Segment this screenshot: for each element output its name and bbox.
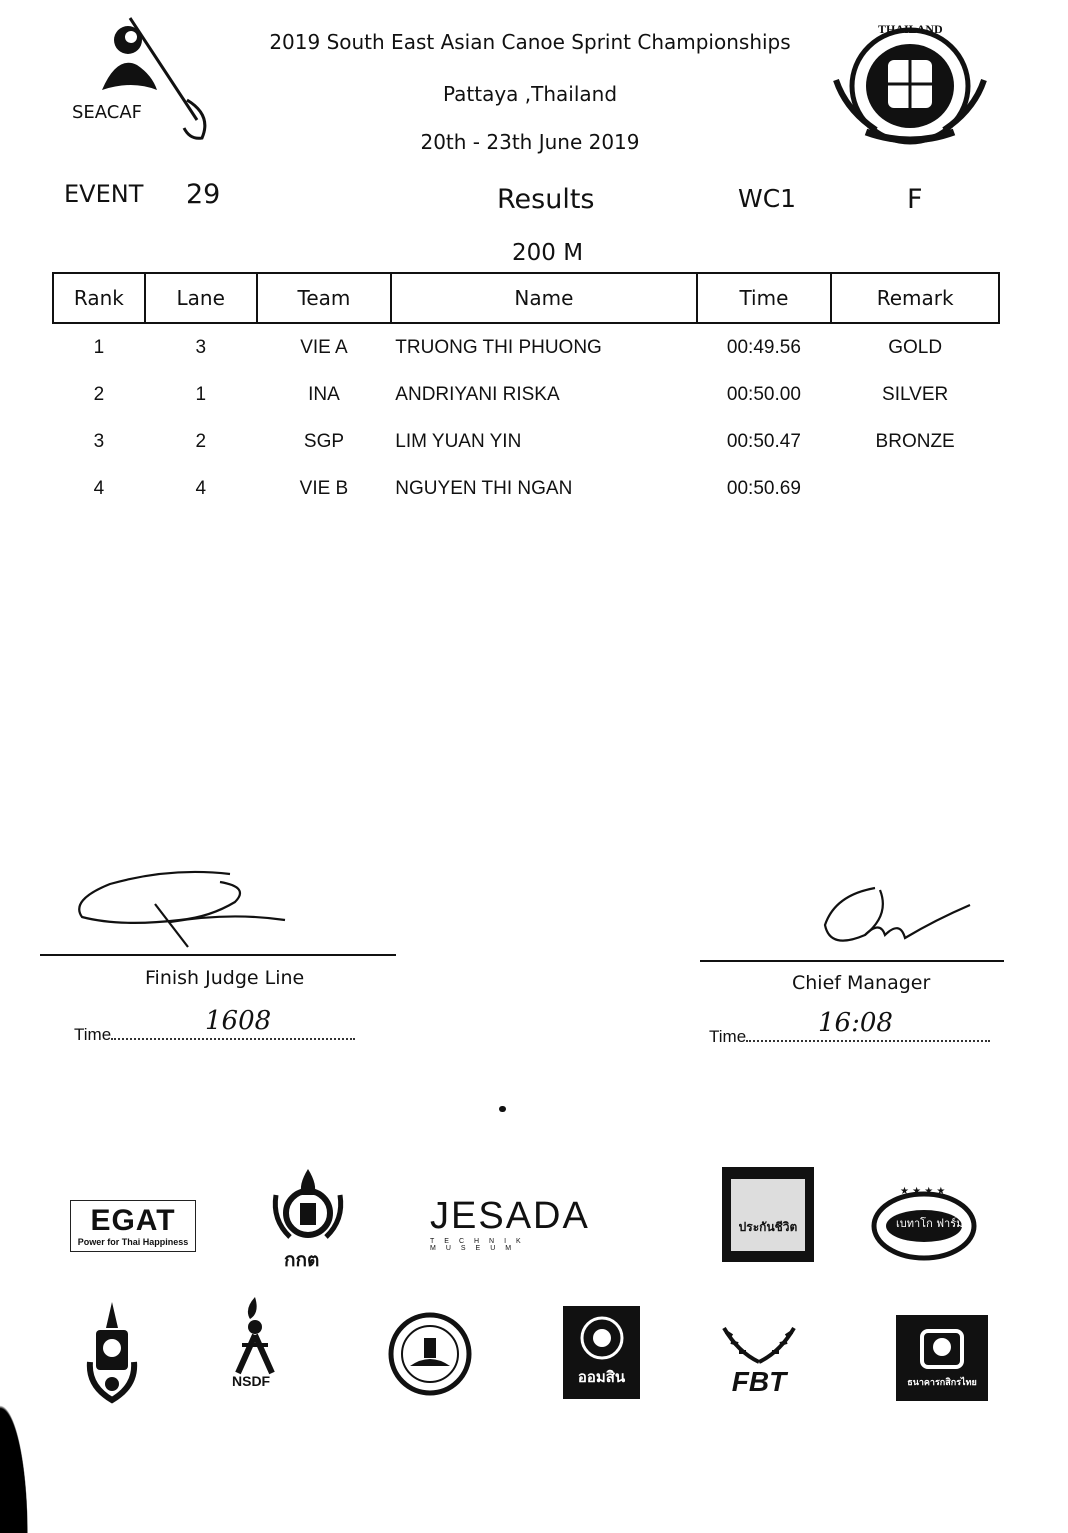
insurance-logo (722, 1167, 814, 1262)
results-table (52, 272, 1000, 512)
column-header-rank: Rank (53, 273, 145, 323)
time-cell: 00:49.56 (726, 336, 801, 358)
navy-emblem-logo (84, 1300, 140, 1405)
table-row (53, 465, 999, 512)
nsdf-logo (216, 1295, 294, 1405)
aomsin-logo (563, 1306, 640, 1399)
aomsin-emblem-icon (577, 1313, 627, 1363)
championship-title: 2019 South East Asian Canoe Sprint Championships (269, 30, 791, 54)
column-header-name: Name (391, 273, 696, 323)
laurel-icon (718, 1322, 800, 1364)
marine-department-logo (388, 1312, 472, 1396)
rank-cell: 1 (93, 336, 105, 358)
egat-logo-text: EGAT (90, 1204, 176, 1237)
time-cell: 00:50.69 (726, 477, 801, 499)
kkt-logo (268, 1165, 348, 1270)
chief-manager-title: Chief Manager (792, 972, 931, 994)
table-row (53, 371, 999, 418)
fbt-logo-text: FBT (731, 1366, 787, 1397)
chief-manager-time-label: Time (709, 1027, 747, 1046)
chief-manager-signature-line (700, 960, 1004, 962)
kasikorn-bank-logo (896, 1315, 988, 1401)
rank-cell: 4 (93, 477, 105, 499)
egat-logo (70, 1200, 196, 1252)
paddler-icon (62, 10, 222, 145)
event-dates: 20th - 23th June 2019 (420, 130, 640, 154)
table-row (53, 418, 999, 465)
event-stage: F (907, 184, 923, 215)
scan-shadow (0, 1313, 48, 1533)
column-header-lane: Lane (145, 273, 257, 323)
remark-cell: GOLD (888, 336, 943, 358)
seacaf-logo (62, 10, 222, 145)
team-cell: SGP (303, 430, 345, 452)
nsdf-logo-text: NSDF (232, 1373, 271, 1389)
remark-cell (831, 465, 999, 512)
chief-manager-time-value: 16:08 (818, 1008, 893, 1038)
name-cell: ANDRIYANI RISKA (395, 383, 560, 405)
nsdf-torch-icon (216, 1295, 294, 1375)
time-cell: 00:50.00 (726, 383, 801, 405)
remark-cell: SILVER (882, 383, 949, 405)
rank-cell: 3 (93, 430, 105, 452)
event-distance: 200 M (512, 240, 584, 266)
bank-emblem-icon (918, 1327, 966, 1371)
jesada-logo-subtitle: TECHNIK MUSEUM (430, 1238, 531, 1252)
lane-cell: 2 (195, 430, 207, 452)
team-cell: INA (308, 383, 340, 405)
jesada-logo-text: JESADA (430, 1195, 590, 1237)
egat-tagline: Power for Thai Happiness (77, 1237, 189, 1247)
lane-cell: 3 (195, 336, 207, 358)
marine-seal-icon (388, 1312, 472, 1396)
lane-cell: 1 (195, 383, 207, 405)
fbt-logo (718, 1322, 800, 1397)
name-cell: NGUYEN THI NGAN (395, 477, 573, 499)
rank-cell: 2 (93, 383, 105, 405)
finish-judge-time-value: 1608 (205, 1006, 272, 1036)
farm-logo (870, 1184, 982, 1264)
kkt-logo-text: กกต (284, 1249, 320, 1271)
svg-text:★ ★ ★ ★: ★ ★ ★ ★ (900, 1186, 946, 1197)
insurance-logo-panel (731, 1179, 805, 1251)
team-cell: VIE B (299, 477, 349, 499)
seal-emblem-icon (826, 20, 994, 150)
column-header-remark: Remark (831, 273, 999, 323)
farm-logo-text: เบทาโก ฟาร์ม (896, 1217, 964, 1230)
finish-judge-signature (70, 862, 300, 952)
insurance-logo-text: ประกันชีวิต (738, 1219, 798, 1234)
kasikorn-bank-logo-text: ธนาคารกสิกรไทย (907, 1378, 977, 1388)
navy-emblem-icon (84, 1300, 140, 1405)
chief-manager-signature (805, 880, 985, 960)
aomsin-logo-text: ออมสิน (577, 1368, 626, 1386)
column-header-time: Time (697, 273, 832, 323)
event-number: 29 (186, 179, 221, 210)
finish-judge-time-label: Time (74, 1025, 112, 1044)
lane-cell: 4 (195, 477, 207, 499)
name-cell: LIM YUAN YIN (395, 430, 522, 452)
jesada-logo (430, 1196, 600, 1252)
seacaf-logo-text: SEACAF (72, 102, 143, 123)
team-cell: VIE A (300, 336, 348, 358)
table-row (53, 323, 999, 371)
event-class: WC1 (738, 184, 797, 213)
time-cell: 00:50.47 (726, 430, 801, 452)
finish-judge-title: Finish Judge Line (145, 967, 305, 989)
event-label: EVENT (64, 180, 144, 208)
results-label: Results (497, 184, 595, 215)
thailand-seal (826, 20, 994, 150)
name-cell: TRUONG THI PHUONG (395, 336, 602, 358)
column-header-team: Team (257, 273, 392, 323)
finish-judge-signature-line (40, 954, 396, 956)
location: Pattaya ,Thailand (442, 82, 618, 106)
kkt-emblem-icon (268, 1165, 348, 1245)
stray-dot (499, 1106, 506, 1112)
remark-cell: BRONZE (875, 430, 955, 452)
table-header-row (53, 273, 999, 323)
seal-text: THAILAND (878, 22, 943, 36)
